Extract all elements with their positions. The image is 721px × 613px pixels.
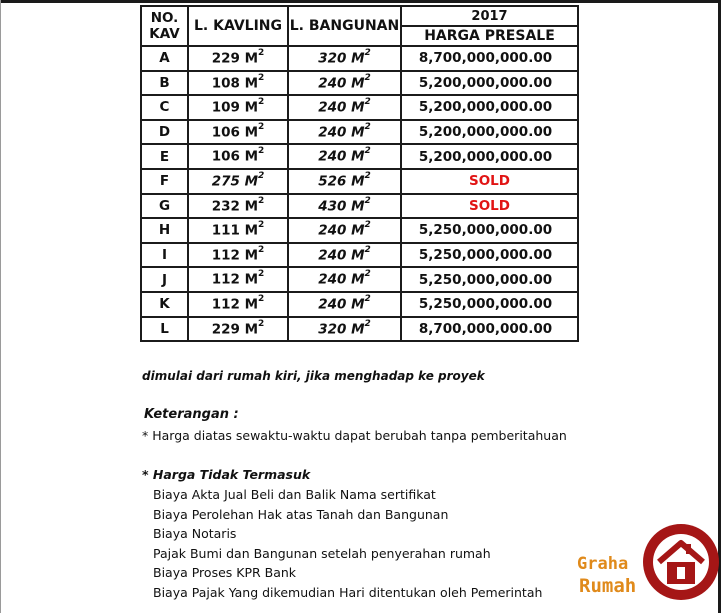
area-unit-sup: 2 [364,195,371,206]
bangunan-cell [288,292,401,317]
price-cell: 5,200,000,000.00 [401,144,578,169]
excluded-item: Biaya Proses KPR Bank [153,565,297,581]
header-harga-presale: HARGA PRESALE [401,26,578,46]
kavling-cell-value: 112 [211,271,240,288]
bangunan-cell [288,317,401,342]
area-unit-sup: 2 [258,269,265,280]
kav-cell: I [141,243,188,268]
kav-cell: D [141,120,188,145]
area-unit-sup: 2 [258,293,265,304]
table-row [141,218,578,243]
header-l-bangunan: L. BANGUNAN [288,6,401,46]
area-unit-sup: 2 [258,195,265,206]
window-left-border [0,0,1,613]
excluded-item: Biaya Perolehan Hak atas Tanah dan Bangunan [153,506,449,522]
area-unit-sup: 2 [258,244,265,255]
area-unit-sup: 2 [364,146,371,157]
kavling-cell-value: 108 [211,75,240,92]
area-unit: M [351,296,365,313]
area-unit: M [351,247,365,264]
kavling-cell [188,194,288,219]
header-no-kav-line2: KAV [149,26,180,42]
area-unit: M [351,173,365,190]
bangunan-cell-value: 240 [318,99,347,116]
table-row [141,292,578,317]
area-unit: M [244,173,259,190]
area-unit: M [351,321,365,338]
price-cell: 5,200,000,000.00 [401,95,578,120]
excluded-list [153,487,542,605]
excluded-title: * Harga Tidak Termasuk [142,467,311,482]
area-unit-sup: 2 [258,171,265,182]
kav-cell: F [141,169,188,194]
kavling-cell-value: 109 [211,99,240,116]
area-unit-sup: 2 [258,72,265,83]
area-unit: M [244,148,259,165]
area-unit-sup: 2 [258,220,265,231]
excluded-item: Pajak Bumi dan Bangunan setelah penyerahan rumah [153,545,491,561]
kavling-cell [188,71,288,96]
price-table [140,5,579,342]
kav-cell: C [141,95,188,120]
kav-cell: A [141,46,188,71]
area-unit: M [351,124,365,141]
table-row [141,317,578,342]
area-unit-sup: 2 [364,220,371,231]
price-cell: 5,250,000,000.00 [401,292,578,317]
kavling-cell-value: 112 [211,247,240,264]
kavling-cell [188,292,288,317]
bangunan-cell-value: 526 [318,173,347,190]
area-unit-sup: 2 [258,318,265,329]
area-unit-sup: 2 [364,269,371,280]
area-unit: M [351,75,365,92]
area-unit: M [351,222,365,239]
bangunan-cell [288,194,401,219]
bangunan-cell-value: 240 [318,124,347,141]
bangunan-cell [288,243,401,268]
bangunan-cell [288,120,401,145]
bangunan-cell-value: 320 [318,50,347,67]
area-unit: M [244,124,259,141]
logo-text-rumah: Rumah [579,575,637,597]
bangunan-cell [288,71,401,96]
table-row [141,46,578,71]
kav-cell: J [141,267,188,292]
kavling-cell [188,46,288,71]
table-row [141,71,578,96]
area-unit: M [351,271,365,288]
kav-cell: B [141,71,188,96]
kavling-cell-value: 106 [211,148,240,165]
keterangan-title: Keterangan : [144,407,239,422]
excluded-item: Biaya Notaris [153,526,237,542]
excluded-item: Biaya Pajak Yang dikemudian Hari ditentukan oleh Pemerintah [153,584,543,600]
bangunan-cell [288,46,401,71]
area-unit-sup: 2 [364,293,371,304]
bangunan-cell-value: 430 [318,198,347,215]
kav-cell: K [141,292,188,317]
bangunan-cell-value: 240 [318,271,347,288]
kavling-cell [188,169,288,194]
sold-label: SOLD [401,169,578,194]
area-unit-sup: 2 [364,97,371,108]
price-cell: 5,200,000,000.00 [401,120,578,145]
area-unit-sup: 2 [258,146,265,157]
excluded-item: Biaya Akta Jual Beli dan Balik Nama sertifikat [153,487,436,502]
price-cell: 5,250,000,000.00 [401,243,578,268]
area-unit-sup: 2 [258,48,265,59]
window-top-border [0,0,721,3]
header-l-kavling: L. KAVLING [188,6,288,46]
kavling-cell [188,120,288,145]
table-row [141,120,578,145]
kavling-cell-value: 112 [211,296,240,313]
area-unit: M [351,50,365,67]
price-cell: 5,250,000,000.00 [401,267,578,292]
price-cell: 5,250,000,000.00 [401,218,578,243]
bangunan-cell-value: 320 [318,321,347,338]
table-row [141,194,578,219]
kavling-cell [188,317,288,342]
kavling-cell [188,144,288,169]
kavling-cell-value: 106 [211,124,240,141]
bangunan-cell-value: 240 [318,247,347,264]
bangunan-cell [288,144,401,169]
bangunan-cell [288,218,401,243]
kavling-cell-value: 232 [211,198,240,215]
kavling-cell [188,267,288,292]
table-row [141,267,578,292]
area-unit: M [244,271,259,288]
area-unit: M [351,198,365,215]
area-unit: M [351,148,365,165]
header-no-kav-line1: NO. [150,10,179,26]
kavling-cell-value: 111 [211,222,240,239]
kavling-cell [188,243,288,268]
area-unit: M [244,222,259,239]
area-unit-sup: 2 [258,97,265,108]
header-year: 2017 [401,6,578,26]
kav-cell: E [141,144,188,169]
area-unit: M [244,247,259,264]
area-unit-sup: 2 [364,244,371,255]
price-cell: 8,700,000,000.00 [401,317,578,342]
table-row [141,243,578,268]
area-unit: M [244,321,259,338]
area-unit: M [244,50,259,67]
kav-cell: G [141,194,188,219]
bangunan-cell [288,95,401,120]
bangunan-cell [288,267,401,292]
bangunan-cell [288,169,401,194]
kavling-cell [188,218,288,243]
area-unit-sup: 2 [364,48,371,59]
sold-label: SOLD [401,194,578,219]
area-unit-sup: 2 [258,121,265,132]
area-unit: M [244,75,259,92]
bangunan-cell-value: 240 [318,75,347,92]
kavling-cell-value: 229 [211,50,240,67]
table-footnote: dimulai dari rumah kiri, jika menghadap ke proyek [142,369,485,383]
area-unit: M [244,296,259,313]
kav-cell: L [141,317,188,342]
bangunan-cell-value: 240 [318,148,347,165]
price-cell: 5,200,000,000.00 [401,71,578,96]
area-unit-sup: 2 [364,171,371,182]
area-unit-sup: 2 [364,72,371,83]
table-row [141,144,578,169]
kavling-cell [188,95,288,120]
kavling-cell-value: 275 [211,173,240,190]
logo-text-graha: Graha [577,554,629,574]
area-unit: M [244,198,259,215]
kavling-cell-value: 229 [211,321,240,338]
bangunan-cell-value: 240 [318,222,347,239]
table-row [141,169,578,194]
kav-cell: H [141,218,188,243]
area-unit-sup: 2 [364,121,371,132]
bangunan-cell-value: 240 [318,296,347,313]
area-unit-sup: 2 [364,318,371,329]
area-unit: M [351,99,365,116]
keterangan-line: * Harga diatas sewaktu-waktu dapat berubah tanpa pemberitahuan [142,428,567,443]
table-row [141,95,578,120]
area-unit: M [244,99,259,116]
price-cell: 8,700,000,000.00 [401,46,578,71]
header-no-kav [141,6,188,46]
